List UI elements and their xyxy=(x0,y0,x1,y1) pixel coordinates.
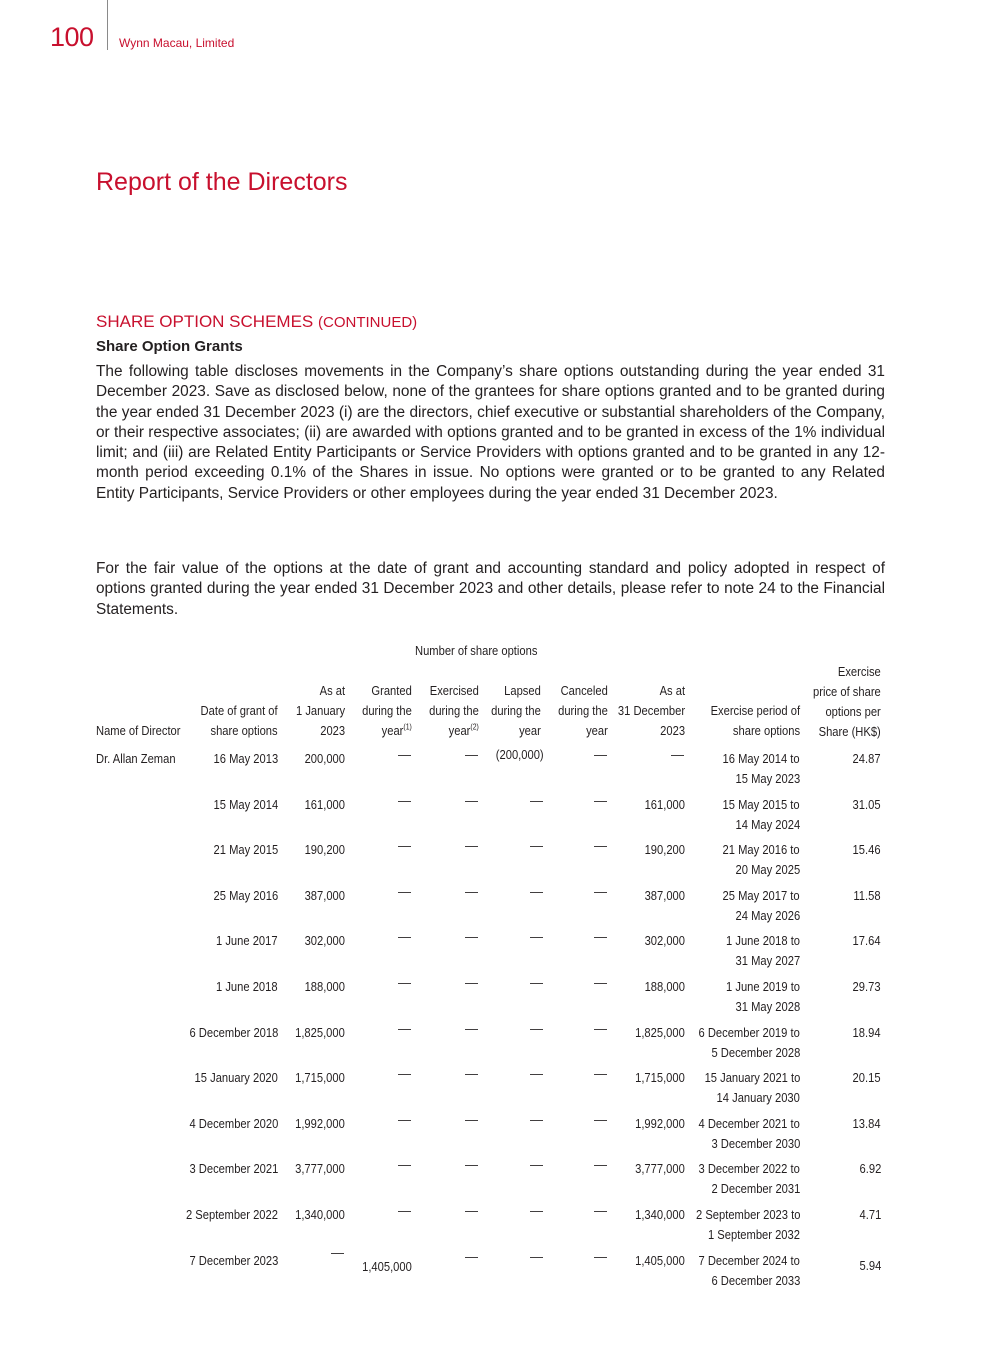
exercise-period-end: 1 September 2032 xyxy=(708,1227,800,1242)
asat2-value: 1,715,000 xyxy=(635,1070,685,1086)
exercised-dash: — xyxy=(465,1203,478,1218)
granted-dash: — xyxy=(398,1066,411,1082)
exercise-period-start: 21 May 2016 to xyxy=(722,842,800,858)
header-asat2-line3: 2023 xyxy=(660,723,685,738)
lapsed-dash: — xyxy=(530,1157,543,1173)
exercise-price: 17.64 xyxy=(853,933,881,949)
exercise-period-end: 31 May 2028 xyxy=(735,999,800,1014)
header-period-line1: Exercise period of xyxy=(710,703,800,718)
lapsed-value: (200,000) xyxy=(496,747,544,762)
header-granted xyxy=(362,681,412,741)
fair-value-paragraph: For the fair value of the options at the date of grant and accounting standard and policy adopted in respect of options granted during the year ended 31 December 2023 and other details, please refer to note 24 to the Financial Statements. xyxy=(96,560,885,618)
exercised-dash: — xyxy=(465,792,478,808)
asat2-value: 302,000 xyxy=(644,933,685,949)
grant-date: 6 December 2018 xyxy=(189,1024,278,1040)
sub-heading: Share Option Grants xyxy=(96,338,243,355)
header-asat1-line1: As at xyxy=(319,683,345,698)
exercised-dash: — xyxy=(465,1020,478,1036)
asat1-value: 302,000 xyxy=(304,933,345,949)
header-as-at-31-december xyxy=(618,681,685,741)
lapsed-dash: — xyxy=(530,1203,543,1218)
exercise-period-end: 6 December 2033 xyxy=(711,1272,800,1288)
header-exercise-period xyxy=(711,701,800,741)
asat2-value: 1,340,000 xyxy=(635,1207,685,1222)
exercised-dash: — xyxy=(465,929,478,945)
header-granted-line1: Granted xyxy=(371,683,412,698)
header-lapsed-line3: year xyxy=(519,723,541,738)
granted-dash: — xyxy=(398,883,411,899)
exercised-dash: — xyxy=(465,1248,478,1264)
asat1-value: 188,000 xyxy=(304,979,345,994)
grant-date: 7 December 2023 xyxy=(189,1252,278,1268)
lapsed-dash: — xyxy=(530,1111,543,1127)
header-exercised xyxy=(429,681,479,741)
exercised-dash: — xyxy=(465,883,478,899)
exercised-dash: — xyxy=(465,1066,478,1082)
header-canceled-line2: during the xyxy=(558,703,608,718)
exercise-period-start: 6 December 2019 to xyxy=(698,1024,800,1040)
grant-date: 1 June 2018 xyxy=(216,979,278,994)
header-canceled-line3: year xyxy=(586,723,608,738)
header-price-line1: Exercise xyxy=(838,664,881,679)
asat1-value: 387,000 xyxy=(304,887,345,903)
header-name-of-director xyxy=(96,721,180,741)
exercise-period-start: 1 June 2018 to xyxy=(726,933,800,949)
asat1-dash: — xyxy=(331,1244,344,1260)
granted-dash: — xyxy=(398,1203,411,1218)
grant-date: 2 September 2022 xyxy=(186,1207,278,1222)
header-canceled-line1: Canceled xyxy=(560,683,608,698)
canceled-dash: — xyxy=(594,1111,607,1127)
company-name: Wynn Macau, Limited xyxy=(119,36,235,50)
canceled-dash: — xyxy=(594,1203,607,1218)
canceled-dash: — xyxy=(594,929,607,945)
granted-dash: — xyxy=(398,1157,411,1173)
exercised-dash: — xyxy=(465,975,478,990)
asat1-value: 3,777,000 xyxy=(295,1161,345,1177)
exercise-price: 31.05 xyxy=(853,796,881,812)
exercise-period-end: 2 December 2031 xyxy=(711,1181,800,1197)
footnote-2-marker: (2) xyxy=(470,722,479,732)
lapsed-dash: — xyxy=(530,1066,543,1082)
header-granted-line2: during the xyxy=(362,703,412,718)
exercise-period-end: 20 May 2025 xyxy=(735,862,800,878)
exercised-dash: — xyxy=(465,1157,478,1173)
section-heading-continued: (CONTINUED) xyxy=(318,314,418,331)
header-asat2-line2: 31 December xyxy=(617,703,685,718)
section-heading xyxy=(96,312,417,332)
asat1-value: 1,992,000 xyxy=(295,1115,345,1131)
granted-dash: — xyxy=(398,792,411,808)
exercise-price: 6.92 xyxy=(859,1161,881,1177)
grant-date: 3 December 2021 xyxy=(189,1161,278,1177)
grant-date: 21 May 2015 xyxy=(213,842,278,858)
header-price-line4: Share (HK$) xyxy=(818,724,881,739)
report-title: Report of the Directors xyxy=(96,168,348,196)
asat1-value: 200,000 xyxy=(304,751,345,766)
granted-dash: — xyxy=(398,975,411,990)
asat2-value: 1,992,000 xyxy=(635,1115,685,1131)
group-header: Number of share options xyxy=(415,643,538,658)
header-granted-year: year xyxy=(381,723,404,738)
page-number: 100 xyxy=(50,22,94,52)
asat2-value: 1,825,000 xyxy=(635,1024,685,1040)
canceled-dash: — xyxy=(594,1248,607,1264)
header-exercised-year: year xyxy=(448,723,471,738)
exercise-price: 13.84 xyxy=(853,1115,881,1131)
exercise-period-start: 15 May 2015 to xyxy=(722,796,800,812)
header-asat1-line3: 2023 xyxy=(320,723,345,738)
asat2-value: 188,000 xyxy=(644,979,685,994)
lapsed-dash: — xyxy=(530,883,543,899)
exercise-price: 5.94 xyxy=(859,1257,881,1273)
header-name-line: Name of Director xyxy=(96,723,181,738)
header-as-at-1-january xyxy=(296,681,345,741)
section-heading-text: SHARE OPTION SCHEMES xyxy=(96,312,314,331)
exercise-price: 4.71 xyxy=(859,1207,881,1222)
canceled-dash: — xyxy=(594,1020,607,1036)
grant-date: 25 May 2016 xyxy=(213,887,278,903)
exercise-period-start: 16 May 2014 to xyxy=(722,751,800,766)
header-exercised-line1: Exercised xyxy=(429,683,479,698)
canceled-dash: — xyxy=(594,792,607,808)
header-lapsed xyxy=(491,681,541,741)
asat2-value: 1,405,000 xyxy=(635,1252,685,1268)
grant-date: 4 December 2020 xyxy=(189,1115,278,1131)
header-divider xyxy=(107,0,108,50)
exercise-period-end: 15 May 2023 xyxy=(735,771,800,786)
exercise-period-end: 31 May 2027 xyxy=(735,953,800,969)
exercise-period-start: 7 December 2024 to xyxy=(698,1252,800,1268)
asat1-value: 1,340,000 xyxy=(295,1207,345,1222)
director-name: Dr. Allan Zeman xyxy=(96,751,176,766)
exercise-price: 15.46 xyxy=(853,842,881,858)
header-exercised-line3 xyxy=(429,721,479,741)
exercise-period-end: 14 January 2030 xyxy=(716,1090,800,1106)
granted-value: 1,405,000 xyxy=(362,1258,412,1274)
asat2-dash: — xyxy=(671,747,684,762)
exercised-dash: — xyxy=(465,838,478,854)
exercise-price: 24.87 xyxy=(853,751,881,766)
intro-paragraph: The following table discloses movements in the Company’s share options outstanding during the year ended 31 December 2023. Save as disclosed below, none of the grantees for share options granted and to be granted during the year ended 31 December 2023 (i) are the directors, chief executive or substantial shareholders of the Company, or their respective associates; (ii) are awarded with options granted and to be granted in excess of the 1% individual limit; and (iii) are Related Entity Participants or Service Providers with options granted and to be granted in any 12-month period exceeding 0.1% of the Shares in issue. No options were granted or to be granted to any Related Entity Participants, Service Providers or other employees during the year ended 31 December 2023. xyxy=(96,363,885,502)
exercised-dash: — xyxy=(465,1111,478,1127)
asat2-value: 161,000 xyxy=(644,796,685,812)
footnote-1-marker: (1) xyxy=(403,722,412,732)
grant-date: 16 May 2013 xyxy=(213,751,278,766)
exercise-period-start: 25 May 2017 to xyxy=(722,887,800,903)
header-lapsed-line2: during the xyxy=(491,703,541,718)
exercise-period-end: 3 December 2030 xyxy=(711,1135,800,1151)
granted-dash: — xyxy=(398,1111,411,1127)
header-asat2-line1: As at xyxy=(659,683,685,698)
grant-date: 15 January 2020 xyxy=(194,1070,278,1086)
exercise-price: 29.73 xyxy=(853,979,881,994)
canceled-dash: — xyxy=(594,975,607,990)
grant-date: 15 May 2014 xyxy=(213,796,278,812)
exercise-period-start: 4 December 2021 to xyxy=(698,1115,800,1131)
asat1-value: 190,200 xyxy=(304,842,345,858)
header-price-line3: options per xyxy=(825,704,881,719)
exercise-price: 20.15 xyxy=(853,1070,881,1086)
canceled-dash: — xyxy=(594,883,607,899)
lapsed-dash: — xyxy=(530,975,543,990)
exercise-price: 18.94 xyxy=(853,1024,881,1040)
granted-dash: — xyxy=(398,838,411,854)
exercise-period-end: 24 May 2026 xyxy=(735,907,800,923)
asat1-value: 1,715,000 xyxy=(295,1070,345,1086)
lapsed-dash: — xyxy=(530,838,543,854)
canceled-dash: — xyxy=(594,838,607,854)
header-period-line2: share options xyxy=(732,723,800,738)
asat1-value: 161,000 xyxy=(304,796,345,812)
asat1-value: 1,825,000 xyxy=(295,1024,345,1040)
canceled-dash: — xyxy=(594,747,607,762)
exercise-period-end: 14 May 2024 xyxy=(735,816,800,832)
lapsed-dash: — xyxy=(530,929,543,945)
granted-dash: — xyxy=(398,747,411,762)
header-exercise-price xyxy=(813,662,881,742)
exercise-period-start: 2 September 2023 to xyxy=(695,1207,800,1222)
grant-date: 1 June 2017 xyxy=(216,933,278,949)
header-lapsed-line1: Lapsed xyxy=(504,683,541,698)
exercise-period-start: 3 December 2022 to xyxy=(698,1161,800,1177)
exercise-period-start: 15 January 2021 to xyxy=(704,1070,800,1086)
asat2-value: 190,200 xyxy=(644,842,685,858)
exercise-period-end: 5 December 2028 xyxy=(711,1044,800,1060)
asat2-value: 387,000 xyxy=(644,887,685,903)
header-price-line2: price of share xyxy=(813,684,881,699)
lapsed-dash: — xyxy=(530,1248,543,1264)
header-granted-line3 xyxy=(362,721,412,741)
exercised-dash: — xyxy=(465,747,478,762)
header-date-of-grant xyxy=(201,701,278,741)
granted-dash: — xyxy=(398,929,411,945)
canceled-dash: — xyxy=(594,1157,607,1173)
header-date-line2: share options xyxy=(210,723,278,738)
exercise-price: 11.58 xyxy=(853,887,881,903)
lapsed-dash: — xyxy=(530,792,543,808)
lapsed-dash: — xyxy=(530,1020,543,1036)
header-date-line1: Date of grant of xyxy=(200,703,278,718)
asat2-value: 3,777,000 xyxy=(635,1161,685,1177)
header-exercised-line2: during the xyxy=(429,703,479,718)
granted-dash: — xyxy=(398,1020,411,1036)
header-canceled xyxy=(558,681,608,741)
canceled-dash: — xyxy=(594,1066,607,1082)
header-asat1-line2: 1 January xyxy=(295,703,345,718)
exercise-period-start: 1 June 2019 to xyxy=(726,979,800,994)
